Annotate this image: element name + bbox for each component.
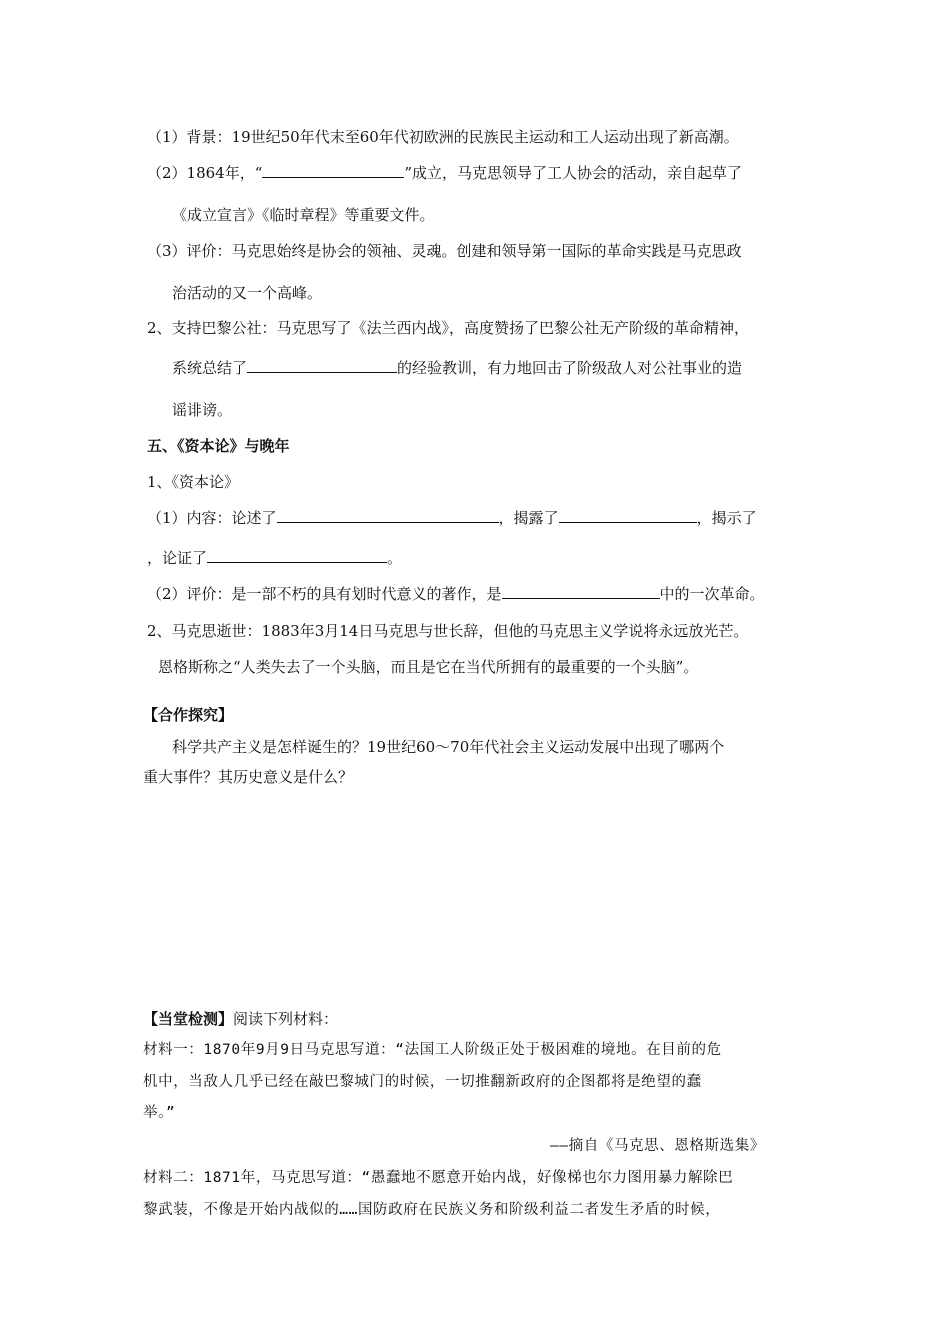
material-1-line-2: 机中，当敌人几乎已经在敲巴黎城门的时候，一切推翻新政府的企图都将是绝望的蠢: [143, 1074, 702, 1090]
capital-content-continued: [147, 548, 402, 568]
text: 中的一次革命。: [659, 585, 765, 603]
item-paris-commune-continued-2: 谣诽谤。: [172, 401, 233, 419]
capital-content: [147, 508, 757, 528]
text: ，揭露了: [498, 509, 559, 527]
paragraph-1864-continued: 《成立宣言》《临时章程》等重要文件。: [172, 206, 435, 224]
item-marx-death-continued: 恩格斯称之“人类失去了一个头脑，而且是它在当代所拥有的最重要的一个头脑”。: [158, 658, 699, 676]
material-2-line-2: 黎武装，不像是开始内战似的……国防政府在民族义务和阶级利益二者发生矛盾的时候，: [143, 1202, 721, 1218]
text: （1）内容：论述了: [147, 509, 277, 527]
test-heading-line: [143, 1009, 338, 1029]
section-heading-capital: 五、《资本论》与晚年: [147, 437, 290, 455]
text: ，论证了: [147, 549, 208, 567]
paragraph-evaluation: （3）评价：马克思始终是协会的领袖、灵魂。创建和领导第一国际的革命实践是马克思政: [147, 242, 742, 260]
explore-question-continued: 重大事件？其历史意义是什么？: [143, 768, 354, 786]
item-paris-commune: 2、支持巴黎公社：马克思写了《法兰西内战》，高度赞扬了巴黎公社无产阶级的革命精神，: [147, 319, 750, 337]
fill-blank[interactable]: [502, 584, 660, 599]
text: （2）1864年，“: [147, 164, 263, 182]
paragraph-evaluation-continued: 治活动的又一个高峰。: [172, 284, 323, 302]
fill-blank[interactable]: [277, 508, 499, 523]
text: （2）评价：是一部不朽的具有划时代意义的著作，是: [147, 585, 502, 603]
fill-blank[interactable]: [262, 163, 404, 178]
fill-blank[interactable]: [247, 358, 397, 373]
fill-blank[interactable]: [559, 508, 697, 523]
capital-evaluation: [147, 584, 765, 604]
text: ”成立，马克思领导了工人协会的活动，亲自起草了: [404, 164, 743, 182]
text: 。: [387, 549, 403, 567]
text: 的经验教训，有力地回击了阶级敌人对公社事业的造: [397, 359, 743, 377]
item-capital: 1、《资本论》: [147, 473, 240, 491]
item-paris-commune-continued: [172, 358, 742, 378]
test-intro: 阅读下列材料：: [233, 1010, 339, 1028]
text: 系统总结了: [172, 359, 248, 377]
explore-heading: 【合作探究】: [143, 706, 234, 724]
paragraph-1864: [147, 163, 742, 183]
item-marx-death: 2、马克思逝世：1883年3月14日马克思与世长辞，但他的马克思主义学说将永远放光芒。: [147, 622, 749, 640]
material-1-line-3: 举。”: [143, 1105, 176, 1121]
material-2-line-1: 材料二：1871年，马克思写道：“愚蠢地不愿意开始内战，好像梯也尔力图用暴力解除巴: [143, 1170, 734, 1186]
text: ，揭示了: [696, 509, 757, 527]
fill-blank[interactable]: [207, 548, 387, 563]
test-heading: 【当堂检测】: [143, 1010, 234, 1028]
material-1-source: ——摘自《马克思、恩格斯选集》: [550, 1138, 765, 1154]
material-1-line-1: 材料一：1870年9月9日马克思写道：“法国工人阶级正处于极困难的境地。在目前的危: [143, 1042, 722, 1058]
paragraph-background: （1）背景：19世纪50年代末至60年代初欧洲的民族民主运动和工人运动出现了新高潮。: [147, 128, 739, 146]
explore-question: 科学共产主义是怎样诞生的？19世纪60～70年代社会主义运动发展中出现了哪两个: [172, 738, 725, 756]
